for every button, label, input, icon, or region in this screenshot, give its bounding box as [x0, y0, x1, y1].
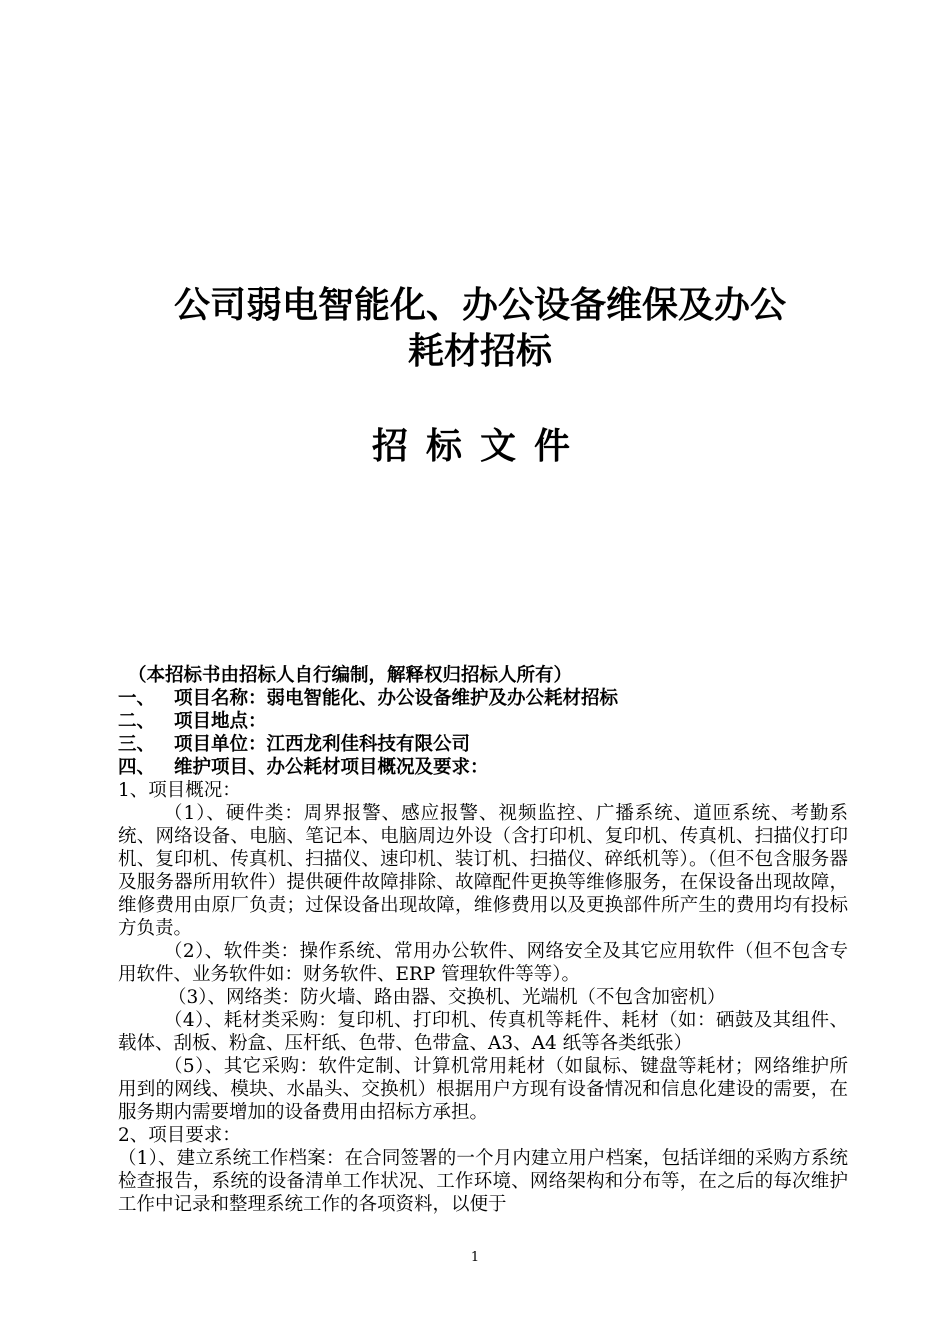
title-line-1: 公司弱电智能化、办公设备维保及办公	[173, 284, 786, 326]
section-heading-2	[118, 710, 848, 733]
document-subtitle: 招标文件	[371, 425, 588, 467]
section-number: 四、	[118, 757, 156, 778]
section-heading-1	[118, 687, 848, 710]
other-paragraph: （5）、其它采购：软件定制、计算机常用耗材（如鼠标、键盘等耗材；网络维护所用到的网线、模块、水晶头、交换机）根据用户方现有设备情况和信息化建设的需要，在服务期内需要增加的设备费用由招标方承担。	[118, 1056, 848, 1123]
document-title	[100, 282, 860, 374]
section-text: 维护项目、办公耗材项目概况及要求：	[174, 757, 489, 778]
page-number: 1	[470, 1250, 480, 1265]
section-number: 二、	[118, 711, 156, 732]
section-number: 一、	[118, 688, 156, 709]
hardware-paragraph: （1）、硬件类：周界报警、感应报警、视频监控、广播系统、道匝系统、考勤系统、网络设备、电脑、笔记本、电脑周边外设（含打印机、复印机、传真机、扫描仪打印机、复印机、传真机、扫描仪、速印机、装订机、扫描仪、碎纸机等）。（但不包含服务器及服务器所用软件）提供硬件故障排除、故障配件更换等维修服务，在保设备出现故障，维修费用由原厂负责；过保设备出现故障，维修费用以及更换部件所产生的费用均有投标方负责。	[118, 803, 848, 939]
title-line-2: 耗材招标	[407, 330, 552, 372]
requirement-paragraph-1: （1）、建立系统工作档案：在合同签署的一个月内建立用户档案，包括详细的采购方系统检查报告，系统的设备清单工作状况、工作环境、网络架构和分布等，在之后的每次维护工作中记录和整理系统工作的各项资料，以便于	[118, 1148, 848, 1215]
document-body	[118, 664, 848, 1216]
document-note: （本招标书由招标人自行编制，解释权归招标人所有）	[128, 665, 573, 686]
section-heading-3	[118, 733, 848, 756]
section-number: 三、	[118, 734, 156, 755]
consumables-paragraph: （4）、耗材类采购：复印机、打印机、传真机等耗件、耗材（如：硒鼓及其组件、载体、刮板、粉盒、压杆纸、色带、色带盒、A3、A4 纸等各类纸张）	[118, 1010, 848, 1054]
requirements-heading: 2、项目要求：	[118, 1125, 241, 1146]
overview-heading: 1、项目概况：	[118, 780, 241, 801]
section-text: 项目地点：	[174, 711, 267, 732]
software-paragraph: （2）、软件类：操作系统、常用办公软件、网络安全及其它应用软件（但不包含专用软件、业务软件如：财务软件、ERP 管理软件等等）。	[118, 941, 848, 985]
section-text: 项目单位：江西龙利佳科技有限公司	[174, 734, 471, 755]
network-paragraph: （3）、网络类：防火墙、路由器、交换机、光端机（不包含加密机）	[168, 987, 726, 1008]
section-heading-4	[118, 756, 848, 779]
section-text: 项目名称：弱电智能化、办公设备维护及办公耗材招标	[174, 688, 619, 709]
